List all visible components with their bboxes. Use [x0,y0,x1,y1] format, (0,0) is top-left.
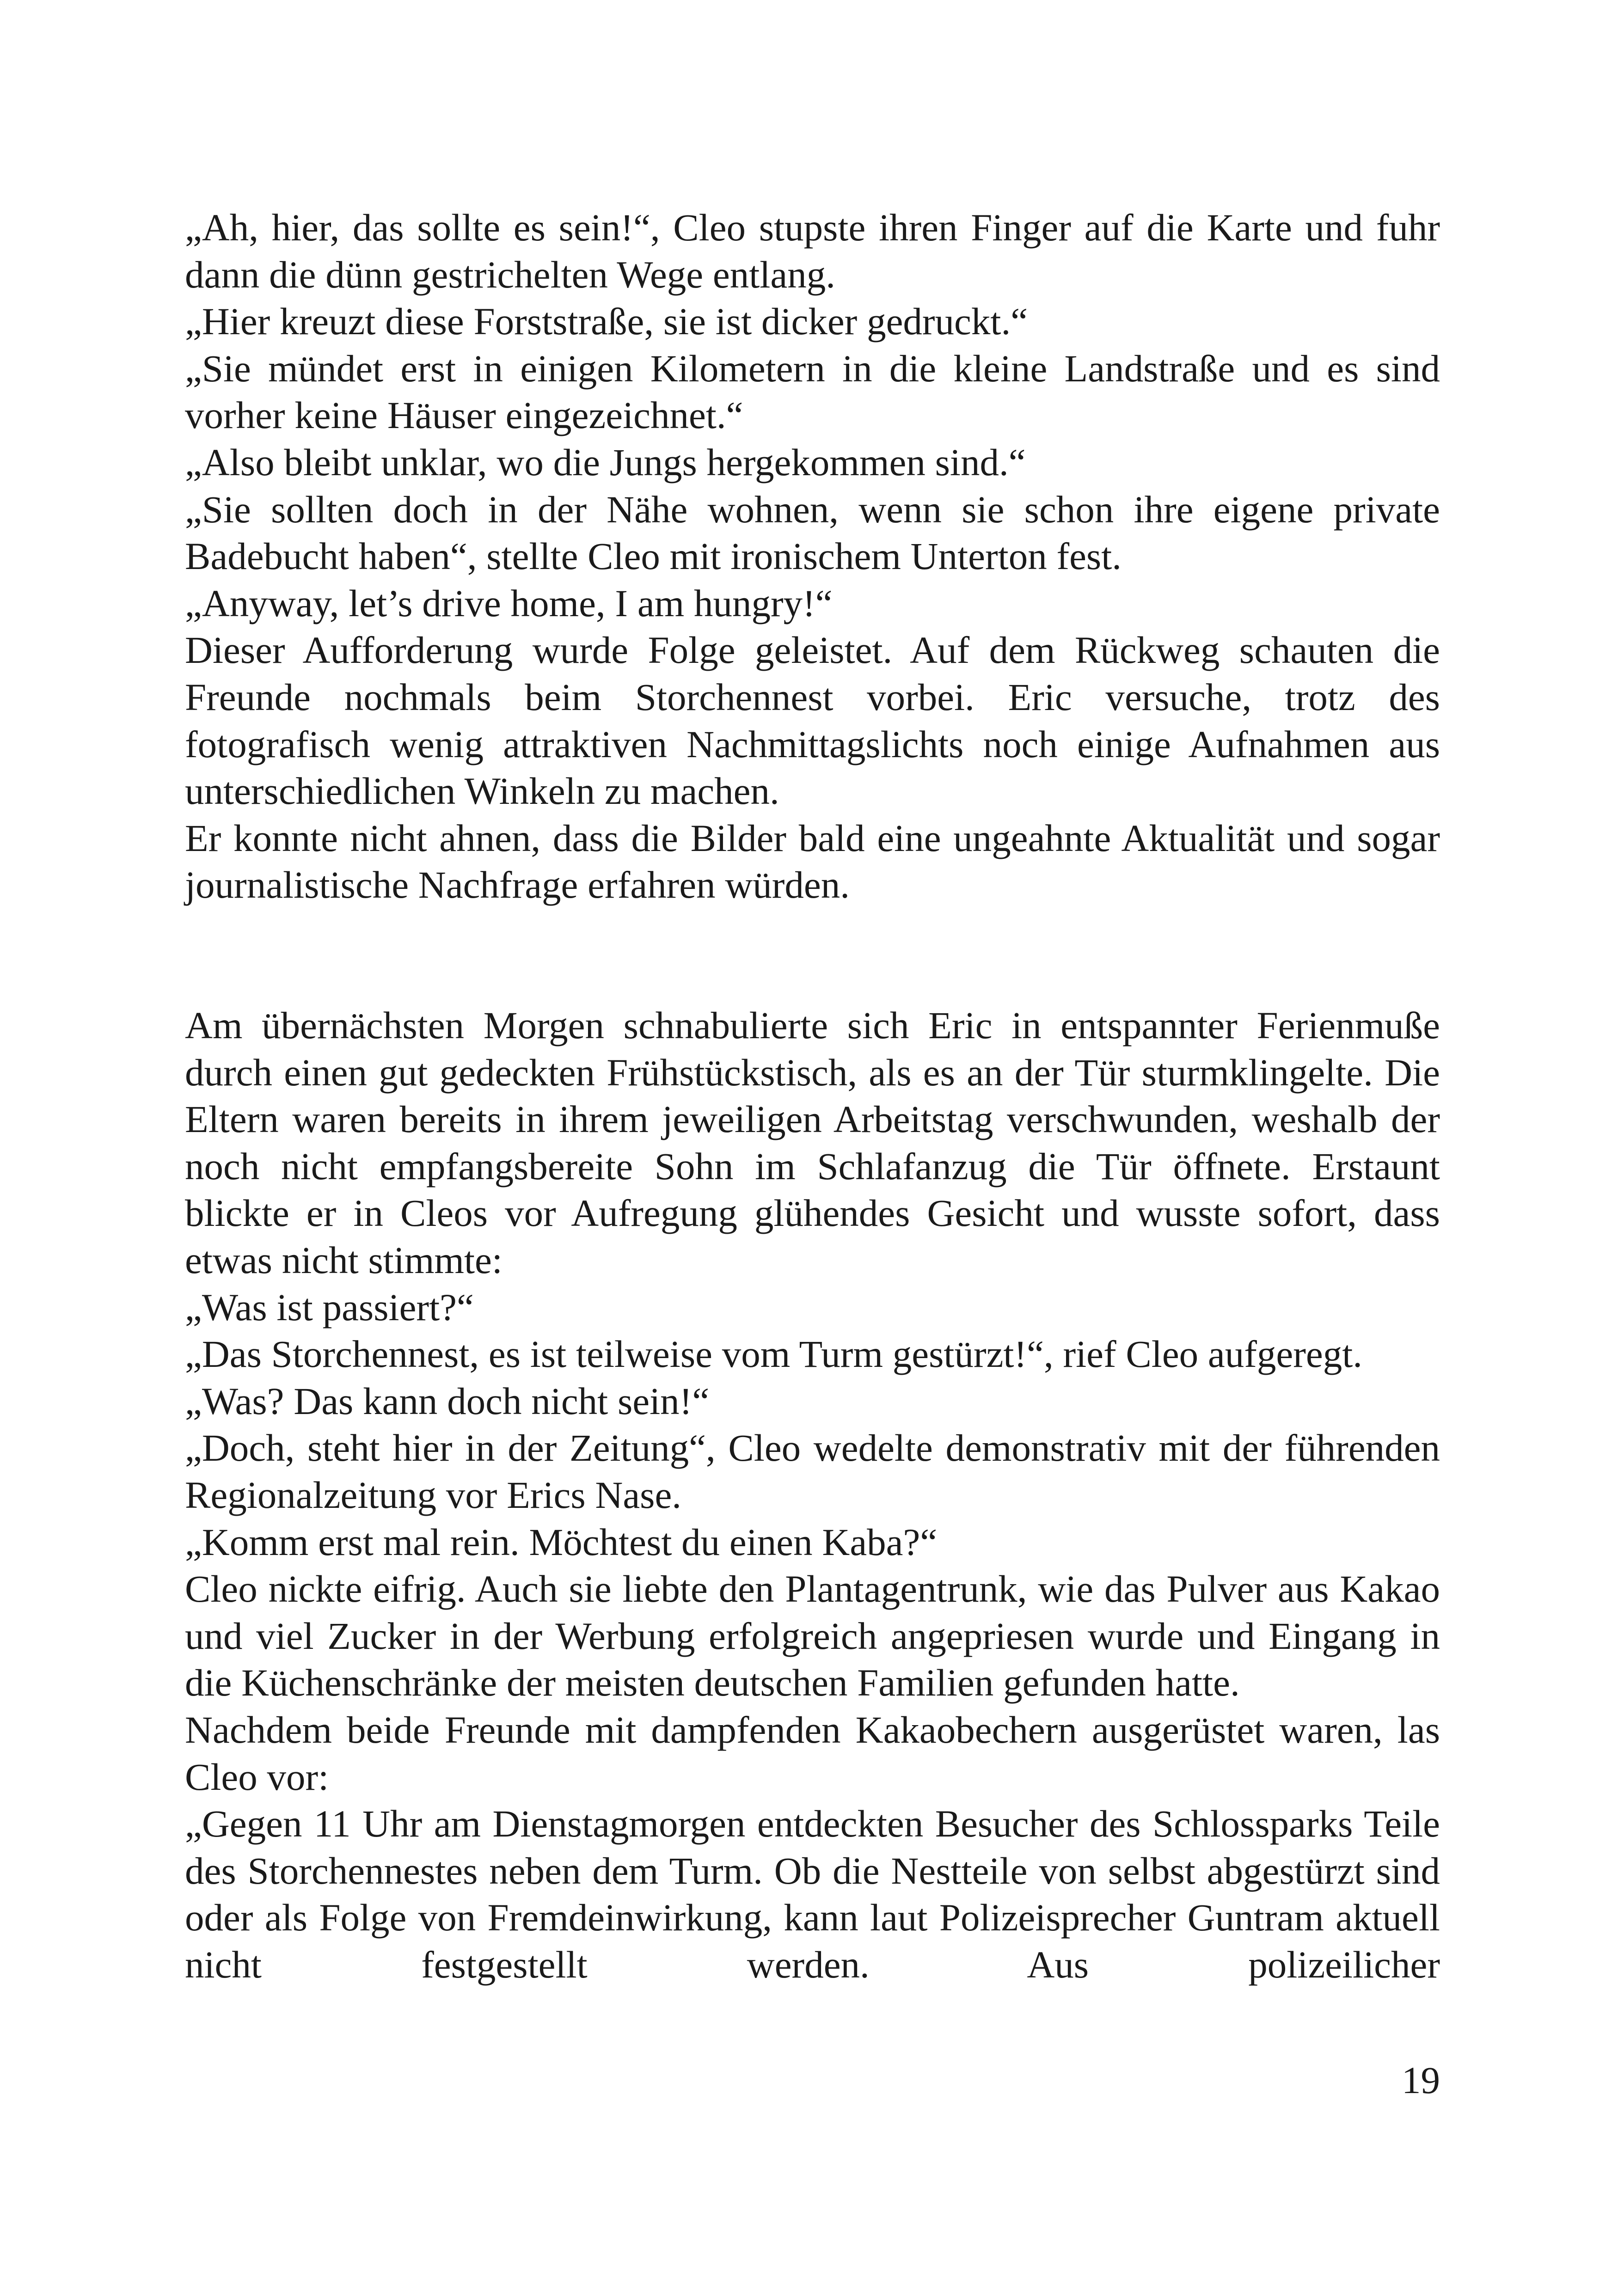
paragraph: Am übernächsten Morgen schnabulierte sich Eric in entspannter Ferienmuße durch einen gut gedeckten Frühstückstisch, als es an der Tür sturmklingelte. Die Eltern waren bereits in ihrem jeweiligen Arbeitstag verschwunden, weshalb der noch nicht empfangsbereite Sohn im Schlafanzug die Tür öffnete. Erstaunt blickte er in Cleos vor Aufregung glühendes Gesicht und wusste sofort, dass etwas nicht stimmte: [185,1004,1440,1281]
paragraph: „Was? Das kann doch nicht sein!“ [185,1379,710,1422]
paragraph: „Was ist passiert?“ [185,1286,474,1329]
paragraph: Dieser Aufforderung wurde Folge geleistet. Auf dem Rückweg schauten die Freunde nochmals beim Storchennest vorbei. Eric versuche, trotz des fotografisch wenig attraktiven Nachmittagslichts noch einige Aufnahmen aus unterschiedlichen Winkeln zu machen. [185,629,1440,813]
paragraph: Er konnte nicht ahnen, dass die Bilder bald eine ungeahnte Aktualität und sogar journalistische Nachfrage erfahren würden. [185,816,1440,906]
paragraph: „Komm erst mal rein. Möchtest du einen Kaba?“ [185,1520,938,1563]
page-number: 19 [1402,2059,1440,2101]
text-section-2 [185,1002,1440,1988]
paragraph: „Hier kreuzt diese Forststraße, sie ist dicker gedruckt.“ [185,300,1028,343]
paragraph: „Gegen 11 Uhr am Dienstagmorgen entdeckten Besucher des Schlossparks Teile des Storchennestes neben dem Turm. Ob die Nestteile von selbst abgestürzt sind oder als Folge von Fremdeinwirkung, kann laut Polizeisprecher Guntram aktuell nicht festgestellt werden. Aus polizeilicher [185,1802,1440,1986]
paragraph: Cleo nickte eifrig. Auch sie liebte den Plantagentrunk, wie das Pulver aus Kakao und viel Zucker in der Werbung erfolgreich angepriesen wurde und Eingang in die Küchenschränke der meisten deutschen Familien gefunden hatte. [185,1567,1440,1704]
paragraph: „Ah, hier, das sollte es sein!“, Cleo stupste ihren Finger auf die Karte und fuhr dann die dünn gestrichelten Wege entlang. [185,206,1440,296]
text-section-1 [185,204,1440,909]
paragraph: „Sie sollten doch in der Nähe wohnen, wenn sie schon ihre eigene private Badebucht haben“, stellte Cleo mit ironischem Unterton fest. [185,488,1440,578]
paragraph: „Anyway, let’s drive home, I am hungry!“ [185,582,833,625]
paragraph: „Also bleibt unklar, wo die Jungs hergekommen sind.“ [185,441,1026,484]
paragraph: „Sie mündet erst in einigen Kilometern in die kleine Landstraße und es sind vorher keine Häuser eingezeichnet.“ [185,347,1440,437]
paragraph: „Das Storchennest, es ist teilweise vom Turm gestürzt!“, rief Cleo aufgeregt. [185,1333,1363,1376]
paragraph: „Doch, steht hier in der Zeitung“, Cleo wedelte demonstrativ mit der führenden Regionalzeitung vor Erics Nase. [185,1427,1440,1516]
paragraph: Nachdem beide Freunde mit dampfenden Kakaobechern ausgerüstet waren, las Cleo vor: [185,1708,1440,1798]
